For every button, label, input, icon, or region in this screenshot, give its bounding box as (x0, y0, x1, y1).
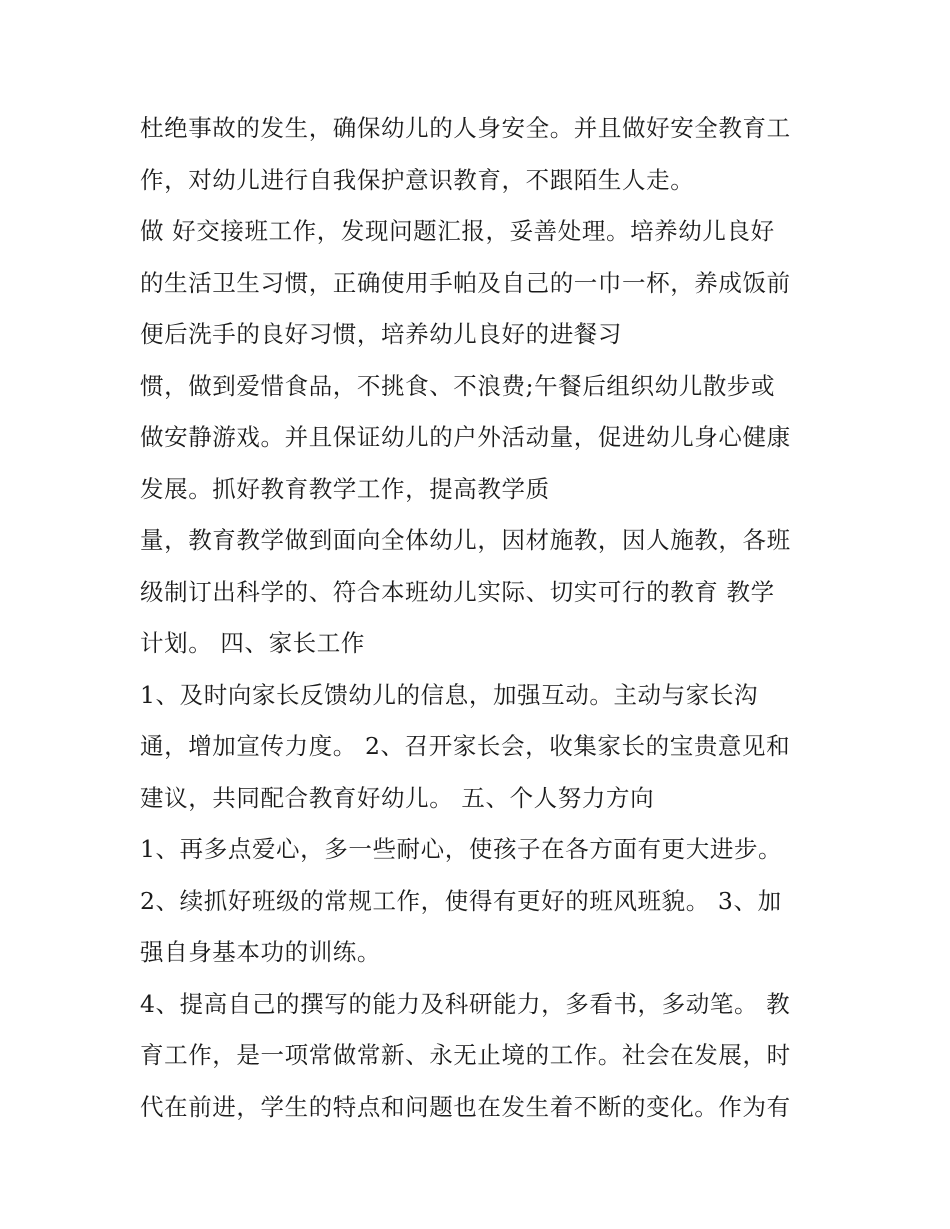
text-line-14: 建议，共同配合教育好幼儿。 五、个人努力方向 (140, 783, 655, 812)
text-line-1: 杜绝事故的发生，确保幼儿的人身安全。并且做好安全教育工 (140, 114, 791, 142)
text-line-16: 2、续抓好班级的常规工作，使得有更好的班风班貌。 3、加 (140, 886, 782, 915)
text-line-9: 量，教育教学做到面向全体幼儿，因材施教，因人施教，各班 (140, 526, 791, 554)
text-line-15: 1、再多点爱心，多一些耐心，使孩子在各方面有更大进步。 (140, 835, 783, 863)
text-line-18: 4、提高自己的撰写的能力及科研能力，多看书，多动笔。 教 (140, 989, 791, 1018)
text-line-6: 惯，做到爱惜食品，不挑食、不浪费;午餐后组织幼儿散步或 (140, 371, 776, 400)
text-line-2: 作，对幼儿进行自我保护意识教育，不跟陌生人走。 (140, 165, 695, 194)
text-line-3: 做 好交接班工作，发现问题汇报，妥善处理。培养幼儿良好 (140, 217, 775, 245)
body-text (140, 103, 830, 1133)
text-line-4: 的生活卫生习惯，正确使用手帕及自己的一巾一杯，养成饭前 (140, 268, 791, 297)
text-line-20: 代在前进，学生的特点和问题也在发生着不断的变化。作为有 (140, 1092, 791, 1121)
text-line-8: 发展。抓好教育教学工作，提高教学质 (140, 474, 550, 503)
text-line-11: 计划。 四、家长工作 (140, 629, 365, 657)
text-line-13: 通，增加宣传力度。 2、召开家长会，收集家长的宝贵意见和 (140, 732, 791, 760)
text-line-17: 强自身基本功的训练。 (140, 938, 381, 966)
text-line-5: 便后洗手的良好习惯，培养幼儿良好的进餐习 (140, 320, 622, 348)
text-line-12: 1、及时向家长反馈幼儿的信息，加强互动。主动与家长沟 (140, 680, 759, 709)
text-line-10: 级制订出科学的、符合本班幼儿实际、切实可行的教育 教学 (140, 577, 775, 606)
text-line-19: 育工作，是一项常做常新、永无止境的工作。社会在发展，时 (140, 1041, 791, 1069)
text-line-7: 做安静游戏。并且保证幼儿的户外活动量，促进幼儿身心健康 (140, 423, 791, 451)
